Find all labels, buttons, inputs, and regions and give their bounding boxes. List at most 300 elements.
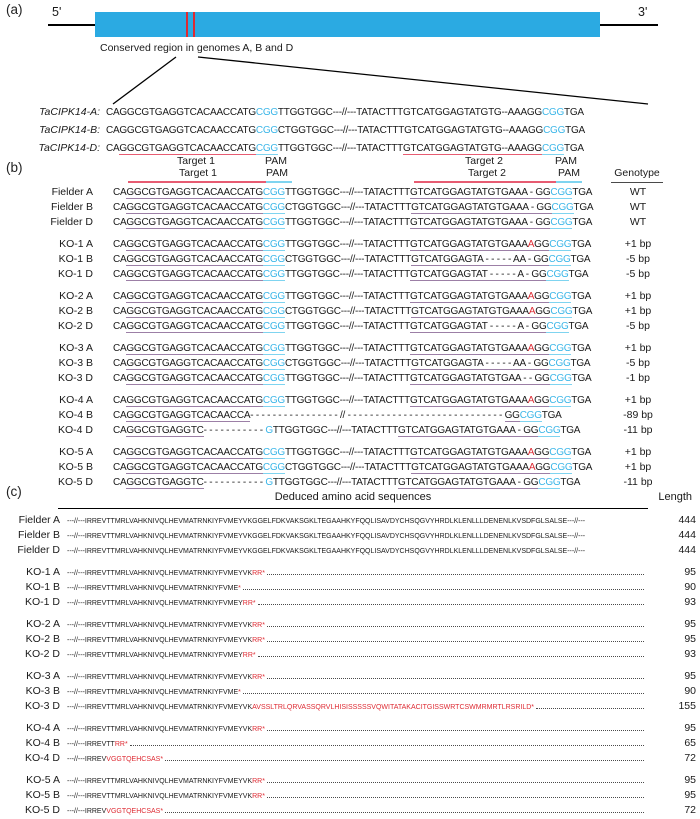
sequence-segment: CGG <box>538 425 561 436</box>
sequence-segment: GGCGTGAGGTC <box>126 477 204 488</box>
length-value: 72 <box>684 752 696 764</box>
sequence-segment: CGG <box>262 462 285 473</box>
protein-sequence-black: ---//---IRREVTTMRLVAHKNIVQLHEVMATRNKIYFVMEYVKGGELFDKVAKSGKLTEGAAHKYFQQLISAVDYCHSQGVYHRDLKLENLLLDENENLKVSDFGLSALSE---//--- <box>67 518 586 525</box>
line-label: Fielder B <box>50 201 93 213</box>
sequence-segment: GTCATGGAGTATGTGAAA <box>410 447 528 458</box>
sequence-segment: CA <box>113 395 127 406</box>
protein-sequence <box>67 600 256 607</box>
dna-sequence-row <box>0 305 668 320</box>
dna-sequence <box>113 410 562 421</box>
protein-sequence <box>67 622 265 629</box>
dna-sequence <box>113 395 591 406</box>
sequence-segment: GGCGTGAGGTCACAACCATG <box>126 217 263 228</box>
panel-b-tag: (b) <box>6 160 23 175</box>
sequence-segment: GGCGTGAGGTCACAACCATG <box>126 358 263 369</box>
protein-sequence <box>67 741 128 748</box>
sequence-segment: GG <box>535 306 551 317</box>
protein-row <box>4 804 696 819</box>
protein-sequence <box>67 570 265 577</box>
sequence-segment: CGG <box>549 373 572 384</box>
sequence-segment: GG <box>534 447 550 458</box>
genotype-header: Genotype <box>614 167 660 179</box>
line-label: KO-5 A <box>59 446 93 458</box>
protein-row <box>4 670 696 685</box>
sequence-segment: CGG <box>550 187 573 198</box>
sequence-segment: CA <box>113 477 127 488</box>
line-label: KO-2 D <box>24 648 60 660</box>
genotype-value: +1 bp <box>624 394 652 406</box>
sequence-segment: TTGGTGGC---//---TATACTTT <box>284 291 411 302</box>
dna-sequence-row <box>0 372 668 387</box>
genotype-value: +1 bp <box>624 305 652 317</box>
sequence-segment: CGG <box>262 291 285 302</box>
sequence-segment: A <box>527 291 535 302</box>
length-value: 93 <box>684 596 696 608</box>
protein-row <box>4 737 696 752</box>
dna-sequence-row <box>0 342 668 357</box>
dna-sequence-row <box>0 142 700 160</box>
sequence-segment: CA <box>113 187 127 198</box>
protein-sequence <box>67 652 256 659</box>
sequence-segment: - - - - - - - - - - - <box>203 477 266 488</box>
protein-row <box>4 633 696 648</box>
dna-sequence <box>113 217 592 228</box>
sequence-segment: CGG <box>262 343 285 354</box>
sequence-segment: CGG <box>548 358 571 369</box>
line-label: KO-5 A <box>26 774 60 786</box>
sequence-segment: GTCATGGAGTATGTGAAA - GG <box>397 477 539 488</box>
length-value: 95 <box>684 618 696 630</box>
protein-sequence-red: RR* <box>252 622 265 629</box>
three-prime-label: 3' <box>638 5 648 19</box>
sequence-segment: CA <box>113 462 127 473</box>
dotted-filler <box>258 596 644 605</box>
line-label: KO-1 B <box>58 253 93 265</box>
length-value: 155 <box>678 700 696 712</box>
pam2-label: PAM <box>555 155 577 167</box>
sequence-segment: CGG <box>541 107 564 118</box>
sequence-segment: TGA <box>571 447 592 458</box>
line-label: KO-4 D <box>57 424 93 436</box>
sequence-segment: GTCATGGAGTATGTGAAA <box>410 291 528 302</box>
sequence-segment: CGG <box>550 217 573 228</box>
sequence-segment: GGCGTGAGGTCACAACCATG <box>126 187 263 198</box>
protein-row <box>4 700 696 715</box>
protein-sequence-black: ---//---IRREVTTMRLVAHKNIVQLHEVMATRNKIYFVMEYVK <box>67 622 253 629</box>
protein-sequence-black: ---//---IRREVTTMRLVAHKNIVQLHEVMATRNKIYFVMEYVK <box>67 570 253 577</box>
sequence-segment: CA <box>113 425 127 436</box>
protein-sequence <box>67 548 585 555</box>
sequence-segment: GTCATGGAGTATGTGAA - - GG <box>410 373 550 384</box>
sequence-segment: CA <box>113 306 127 317</box>
genotype-group <box>0 446 668 491</box>
protein-row <box>4 648 696 663</box>
sequence-segment: GGCGTGAGGTCACAACCATG <box>126 306 263 317</box>
sequence-segment: CA <box>113 358 127 369</box>
length-value: 444 <box>678 514 696 526</box>
line-label: KO-4 A <box>26 722 60 734</box>
sequence-segment: GTCATGGAGTATGTGAAA <box>411 306 529 317</box>
length-value: 90 <box>684 685 696 697</box>
sequence-segment: GTCATGGAGTA - - - - - AA - GG <box>411 254 549 265</box>
sequence-segment: TTGGTGGC---//---TATACTTT <box>284 217 411 228</box>
pam1-label: PAM <box>265 155 287 167</box>
protein-sequence-black: ---//---IRREVTTMRLVAHKNIVQLHEVMATRNKIYFVME <box>67 689 239 696</box>
protein-sequence-black: ---//---IRREVTTMRLVAHKNIVQLHEVMATRNKIYFVMEYVKGGELFDKVAKSGKLTEGAAHKYFQQLISAVDYCHSQGVYHRDLKLENLLLDENENLKVSDFGLSALSE---//--- <box>67 533 586 540</box>
sequence-segment: CGG <box>548 254 571 265</box>
gene-label: TaCIPK14-D: <box>38 142 100 154</box>
sequence-segment: GTCATGGAGTATGTGAAA <box>411 462 529 473</box>
dna-sequence <box>106 107 584 118</box>
sequence-segment: GTCATGGAGTATGTG--AAAGG <box>403 143 542 154</box>
line-label: Fielder D <box>17 544 60 556</box>
protein-sequence-black: ---//---IRREV <box>67 756 107 763</box>
protein-sequence-black: ---//---IRREVTTMRLVAHKNIVQLHEVMATRNKIYFVMEYVK <box>67 704 253 711</box>
length-value: 95 <box>684 566 696 578</box>
protein-sequence <box>67 518 585 525</box>
sequence-segment: GTCATGGAGTATGTGAAA - GG <box>397 425 539 436</box>
line-label: KO-3 D <box>24 700 60 712</box>
sequence-segment: CGG <box>541 143 564 154</box>
sequence-segment: TTGGTGGC---//---TATACTTT <box>284 395 411 406</box>
length-value: 95 <box>684 670 696 682</box>
line-label: KO-1 D <box>24 596 60 608</box>
line-label: KO-5 D <box>57 476 93 488</box>
sequence-segment: TGA <box>564 143 584 154</box>
line-label: Fielder B <box>17 529 60 541</box>
protein-sequence-red: RR* <box>252 637 265 644</box>
protein-sequence-black: ---//---IRREVTTMRLVAHKNIVQLHEVMATRNKIYFVMEYVK <box>67 778 253 785</box>
protein-row <box>4 774 696 789</box>
panel-c-alignment <box>4 514 696 819</box>
sequence-segment: CGG <box>255 107 278 118</box>
sequence-segment: TGA <box>560 477 581 488</box>
sequence-segment: TTGGTGGC---//---TATACTTT <box>272 425 398 436</box>
line-label: Fielder A <box>51 186 93 198</box>
dotted-filler <box>267 670 644 679</box>
protein-sequence-red: RR* <box>252 674 265 681</box>
sequence-segment: TGA <box>572 187 593 198</box>
sequence-segment: TGA <box>572 217 593 228</box>
sequence-segment: A <box>527 395 535 406</box>
length-value: 90 <box>684 581 696 593</box>
dna-sequence <box>113 291 591 302</box>
target1-label: Target 1 <box>177 155 215 167</box>
sequence-segment: TTGGTGGC---//---TATACTTT <box>284 447 411 458</box>
length-value: 93 <box>684 648 696 660</box>
line-label: KO-3 A <box>59 342 93 354</box>
protein-group <box>4 722 696 767</box>
sequence-segment: TTGGTGGC---//---TATACTTT <box>284 187 411 198</box>
protein-sequence-red: RR* <box>242 652 256 659</box>
sequence-segment: CGG <box>262 373 285 384</box>
sequence-segment: CGG <box>262 239 285 250</box>
dna-sequence-row <box>0 290 668 305</box>
sequence-segment: CGG <box>549 291 572 302</box>
protein-sequence <box>67 689 241 696</box>
genotype-value: -5 bp <box>626 268 650 280</box>
pam2-header: PAM <box>558 167 580 179</box>
dna-sequence-row <box>0 446 668 461</box>
sequence-segment: A <box>527 239 535 250</box>
sequence-segment: CGG <box>551 202 574 213</box>
sequence-segment: TTGGTGGC---//---TATACTTT <box>272 477 398 488</box>
dotted-filler <box>243 685 644 694</box>
dna-sequence <box>113 425 580 436</box>
length-value: 95 <box>684 789 696 801</box>
genotype-group <box>0 186 668 231</box>
sequence-segment: TTGGTGGC---//---TATACTTT <box>277 143 404 154</box>
dna-sequence <box>113 239 591 250</box>
dna-sequence-row <box>0 409 668 424</box>
genotype-value: +1 bp <box>624 461 652 473</box>
genotype-group <box>0 290 668 335</box>
line-label: Fielder D <box>50 216 93 228</box>
sequence-segment: TGA <box>571 239 592 250</box>
sequence-segment: GTCATGGAGTATGTGAAA - GG <box>410 217 551 228</box>
protein-sequence-red: AVSSLTRLQRVASSQRVLHISISSSSSVQWITATAKACITGISSWRTCSWMRMRTLRSRILD* <box>252 704 534 711</box>
sequence-segment: TTGGTGGC---//---TATACTTT <box>284 373 411 384</box>
sequence-segment: GG <box>534 239 550 250</box>
protein-row <box>4 722 696 737</box>
sequence-segment: CTGGTGGC---//---TATACTTT <box>284 306 412 317</box>
sequence-segment: CGG <box>255 125 278 136</box>
protein-sequence-black: ---//---IRREVTTMRLVAHKNIVQLHEVMATRNKIYFVMEY <box>67 652 243 659</box>
dna-sequence-row <box>0 253 668 268</box>
sequence-segment: CGG <box>262 321 285 332</box>
protein-sequence <box>67 778 265 785</box>
sequence-segment: CA <box>113 321 127 332</box>
sequence-segment: GTCATGGAGTA - - - - - AA - GG <box>411 358 549 369</box>
sequence-segment: CA <box>113 269 127 280</box>
sequence-segment: GGCGTGAGGTCACAACCATG <box>126 202 263 213</box>
protein-sequence-black: ---//---IRREVTTMRLVAHKNIVQLHEVMATRNKIYFVMEYVK <box>67 674 253 681</box>
dna-sequence <box>106 125 585 136</box>
dna-sequence <box>113 306 592 317</box>
protein-sequence <box>67 637 265 644</box>
sequence-segment: TGA <box>573 202 594 213</box>
sequence-segment: TGA <box>570 358 591 369</box>
dna-sequence <box>113 269 588 280</box>
sequence-segment: GTCATGGAGTATGTGAAA <box>410 395 528 406</box>
sequence-segment: CAGGCGTGAGGTCACAACCATG <box>106 125 256 136</box>
protein-sequence-black: ---//---IRREVTTMRLVAHKNIVQLHEVMATRNKIYFVMEYVK <box>67 726 253 733</box>
genotype-value: +1 bp <box>624 290 652 302</box>
genotype-value: WT <box>629 201 647 213</box>
length-value: 95 <box>684 722 696 734</box>
sequence-segment: CA <box>113 254 127 265</box>
length-value: 65 <box>684 737 696 749</box>
sequence-segment: G <box>265 477 273 488</box>
sequence-segment: CTGGTGGC---//---TATACTTT <box>284 202 412 213</box>
sequence-segment: CA <box>113 447 127 458</box>
dna-sequence-row <box>0 424 668 439</box>
line-label: KO-2 A <box>59 290 93 302</box>
dna-sequence <box>113 254 590 265</box>
conserved-region-caption: Conserved region in genomes A, B and D <box>100 42 294 54</box>
panel-a-tag: (a) <box>6 2 23 17</box>
sequence-segment: A <box>528 462 536 473</box>
sequence-segment: GTCATGGAGTATGTGAAA <box>410 239 528 250</box>
protein-sequence <box>67 585 241 592</box>
dna-sequence-row <box>0 124 700 142</box>
protein-sequence <box>67 674 265 681</box>
sequence-segment: CGG <box>262 187 285 198</box>
dna-sequence-row <box>0 268 668 283</box>
sequence-segment: TGA <box>570 254 591 265</box>
protein-sequence <box>67 533 585 540</box>
protein-sequence-black: ---//---IRREVTTMRLVAHKNIVQLHEVMATRNKIYFVMEY <box>67 600 243 607</box>
sequence-segment: CGG <box>549 239 572 250</box>
target1-ruler-line <box>128 181 268 184</box>
protein-group <box>4 670 696 715</box>
line-label: KO-5 B <box>58 461 93 473</box>
line-label: KO-4 B <box>25 737 60 749</box>
protein-sequence-red: * <box>238 585 241 592</box>
sequence-segment: TGA <box>541 410 562 421</box>
sequence-segment: GGCGTGAGGTCACAACCATG <box>126 254 263 265</box>
dna-sequence-row <box>0 461 668 476</box>
sequence-segment: TTGGTGGC---//---TATACTTT <box>284 343 411 354</box>
panel-b-alignment <box>0 186 668 498</box>
dotted-filler <box>258 648 644 657</box>
protein-sequence-red: * <box>238 689 241 696</box>
dotted-filler <box>536 700 644 709</box>
pam2-ruler-line <box>556 181 582 184</box>
length-value: 95 <box>684 633 696 645</box>
sequence-segment: CAGGCGTGAGGTCACAACCATG <box>106 107 256 118</box>
protein-sequence-black: ---//---IRREVTTMRLVAHKNIVQLHEVMATRNKIYFVME <box>67 585 239 592</box>
protein-group <box>4 774 696 819</box>
length-value: 72 <box>684 804 696 816</box>
line-label: KO-4 B <box>58 409 93 421</box>
sequence-segment: CGG <box>255 143 278 154</box>
line-label: KO-4 A <box>59 394 93 406</box>
panel-a <box>0 0 700 175</box>
sequence-segment: CGG <box>546 321 569 332</box>
five-prime-label: 5' <box>52 5 62 19</box>
line-label: Fielder A <box>18 514 60 526</box>
sequence-segment: CA <box>113 291 127 302</box>
protein-row <box>4 685 696 700</box>
genotype-value: +1 bp <box>624 238 652 250</box>
protein-sequence-black: ---//---IRREV <box>67 808 107 815</box>
sequence-segment: GGCGTGAGGTCACAACCATG <box>126 321 263 332</box>
dna-sequence <box>106 143 584 154</box>
sequence-segment: - - - - - - - - - - - - - - - - <box>250 410 340 421</box>
sequence-segment: CTGGTGGC---//---TATACTTT <box>284 462 412 473</box>
dna-sequence-row <box>0 476 668 491</box>
sequence-segment: CGG <box>262 358 285 369</box>
line-label: KO-2 D <box>57 320 93 332</box>
gene-label: TaCIPK14-A: <box>39 106 100 118</box>
pam1-header: PAM <box>266 167 288 179</box>
genotype-value: +1 bp <box>624 342 652 354</box>
protein-sequence-red: RR* <box>252 726 265 733</box>
sequence-segment: CGG <box>262 217 285 228</box>
protein-row <box>4 581 696 596</box>
length-value: 95 <box>684 774 696 786</box>
sequence-segment: GTCATGGAGTATGTGAAA - GG <box>411 202 552 213</box>
genotype-value: -5 bp <box>626 320 650 332</box>
sequence-segment: TTGGTGGC---//---TATACTTT <box>284 239 411 250</box>
dna-sequence <box>113 477 580 488</box>
sequence-segment: TTGGTGGC---//---TATACTTT <box>284 269 411 280</box>
sequence-segment: CGG <box>262 269 285 280</box>
sequence-segment: A <box>527 343 535 354</box>
protein-sequence-black: ---//---IRREVTTMRLVAHKNIVQLHEVMATRNKIYFVMEYVKGGELFDKVAKSGKLTEGAAHKYFQQLISAVDYCHSQGVYHRDLKLENLLLDENENLKVSDFGLSALSE---//--- <box>67 548 586 555</box>
sequence-segment: CA <box>113 217 127 228</box>
dna-sequence-row <box>0 357 668 372</box>
sequence-segment: GTCATGGAGTATGTGAAA <box>410 343 528 354</box>
sequence-segment: TGA <box>568 321 589 332</box>
protein-sequence <box>67 726 265 733</box>
protein-sequence-red: RR* <box>252 570 265 577</box>
line-label: KO-5 B <box>25 789 60 801</box>
sequence-segment: TGA <box>563 107 584 118</box>
protein-group <box>4 618 696 663</box>
sequence-segment: CGG <box>549 447 572 458</box>
protein-sequence-red: RR* <box>114 741 128 748</box>
sequence-segment: TGA <box>568 269 589 280</box>
sequence-segment: TGA <box>565 125 585 136</box>
genotype-ruler-line <box>611 182 663 184</box>
sequence-segment: GTCATGGAGTATGTGAAA - GG <box>410 187 551 198</box>
sequence-segment: GGCGTGAGGTCACAACCATG <box>126 447 263 458</box>
dotted-filler <box>267 722 644 731</box>
line-label: KO-1 B <box>25 581 60 593</box>
protein-sequence-red: RR* <box>252 793 265 800</box>
sequence-segment: GG <box>534 291 550 302</box>
sequence-segment: GGCGTGAGGTCACAACCATG <box>119 143 256 154</box>
sequence-segment: CGG <box>519 410 542 421</box>
sequence-segment: // <box>340 410 346 421</box>
target2-header: Target 2 <box>468 167 506 179</box>
dotted-filler <box>165 804 644 813</box>
dna-sequence <box>113 358 590 369</box>
amino-acid-header: Deduced amino acid sequences <box>274 491 432 503</box>
protein-group <box>4 514 696 559</box>
line-label: KO-4 D <box>24 752 60 764</box>
line-label: KO-3 A <box>26 670 60 682</box>
sequence-segment: TGA <box>571 291 592 302</box>
sequence-segment: GTCATGGAGTAT - - - - - A - GG <box>410 269 547 280</box>
dna-sequence-row <box>0 238 668 253</box>
line-label: KO-2 B <box>25 633 60 645</box>
sequence-segment: GGCGTGAGGTCACAACCATG <box>126 291 263 302</box>
dna-sequence-row <box>0 394 668 409</box>
dna-sequence <box>113 343 591 354</box>
dna-sequence <box>113 187 592 198</box>
sequence-segment: GGCGTGAGGTCACAACCATG <box>126 239 263 250</box>
protein-sequence-black: ---//---IRREVTT <box>67 741 115 748</box>
sequence-segment: CGG <box>262 202 285 213</box>
length-header: Length <box>658 491 692 503</box>
protein-sequence <box>67 808 163 815</box>
sequence-segment: CGG <box>262 447 285 458</box>
dna-sequence <box>113 202 593 213</box>
sequence-segment: CA <box>113 373 127 384</box>
line-label: KO-5 D <box>24 804 60 816</box>
sequence-segment: TGA <box>571 343 592 354</box>
sequence-segment: GGCGTGAGGTCACAACCATG <box>126 343 263 354</box>
target2-label: Target 2 <box>465 155 503 167</box>
genotype-value: -11 bp <box>623 476 653 488</box>
dna-sequence-row <box>0 201 668 216</box>
sequence-segment: CTGGTGGC---//---TATACTTTGTCATGGAGTATGTG--AAAGG <box>277 125 544 136</box>
genotype-value: -1 bp <box>626 372 650 384</box>
amino-acid-header-line <box>58 508 648 510</box>
